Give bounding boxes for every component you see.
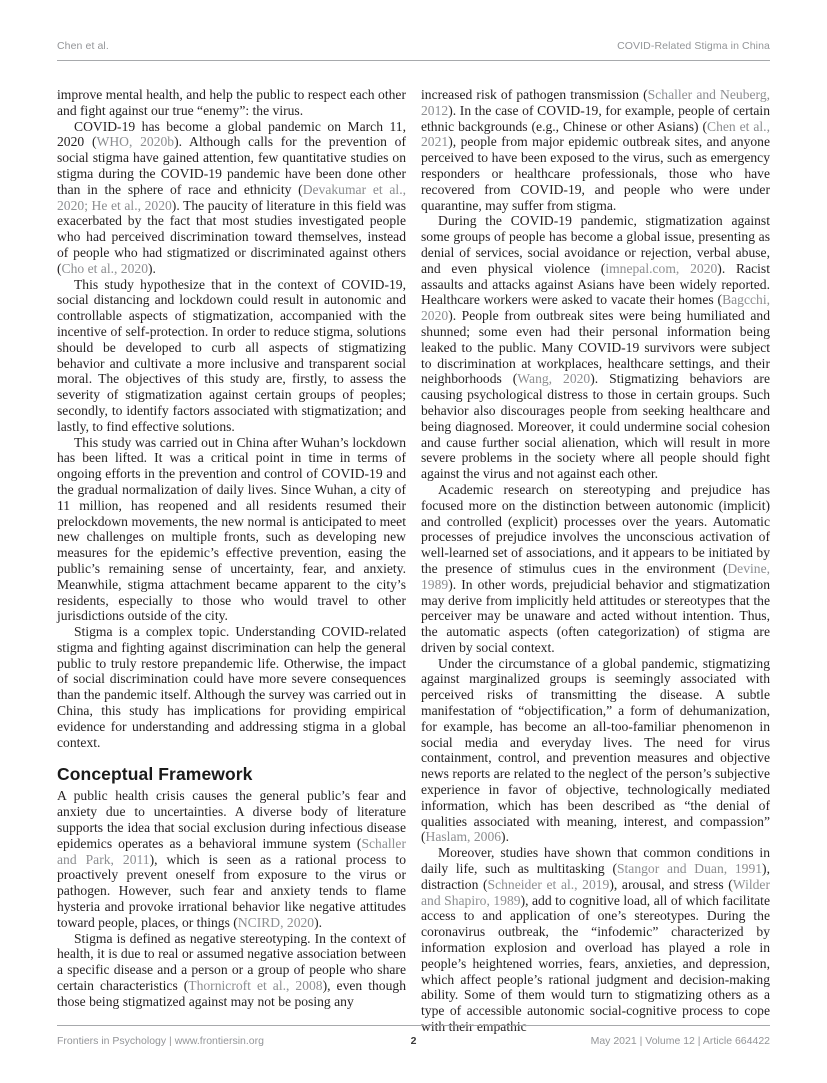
text-run: ). In the case of COVID-19, for example, people of certain ethnic backgrounds (e.g., Chinese or other Asians) (	[421, 102, 770, 134]
citation-link[interactable]: NCIRD, 2020	[237, 914, 315, 930]
citation-link[interactable]: Wang, 2020	[517, 371, 591, 387]
text-run: ). Although calls for the prevention of social stigma have gained attention, few quantitative studies on stigma during the COVID-19 pandemic have been done other than in the sphere of race and ethnicity (	[57, 134, 406, 197]
citation-link[interactable]: WHO, 2020b	[96, 134, 175, 150]
citation-link[interactable]: Schneider et al., 2019	[487, 876, 610, 892]
text-run: improve mental health, and help the public to respect each other and fight against our true “enemy”: the virus.	[57, 87, 406, 118]
text-run: ).	[148, 260, 156, 276]
running-head	[57, 0, 770, 52]
paragraph	[421, 656, 770, 846]
text-run: ), arousal, and stress (	[609, 876, 733, 892]
citation-link[interactable]: imnepal.com, 2020	[605, 260, 718, 276]
page-footer	[57, 1025, 770, 1047]
text-run: ), distraction (	[421, 861, 770, 892]
text-run: ).	[314, 914, 323, 930]
citation-link[interactable]: Devakumar et al., 2020; He et al., 2020	[57, 181, 407, 213]
citation-link[interactable]: Bagcchi, 2020	[421, 292, 770, 324]
paragraph	[421, 482, 770, 656]
header-rule	[57, 60, 770, 61]
text-run: Stigma is defined as negative stereotyping. In the context of health, it is due to real or assumed negative association between a specific disease and a person or a group of people who share certain characteristics (	[57, 930, 406, 994]
right-column	[421, 87, 770, 1035]
paragraph	[57, 788, 406, 930]
footer-journal-url[interactable]: Frontiers in Psychology | www.frontiersin.org	[57, 1035, 264, 1047]
text-run: This study was carried out in China after Wuhan’s lockdown has been lifted. It was a critical point in time in terms of ongoing efforts in the prevention and control of COVID-19 and the gradual normalization of daily lives. Since Wuhan, a city of 11 million, has reopened and all residents resumed their prelockdown movements, the new normal is anticipated to meet new challenges on multiple fronts, such as developing new measures for the epidemic’s effective prevention, easing the public’s remaining sense of uncertainty, fear, and anxiety. Meanwhile, stigma attachment became apparent to the city’s residents, especially to those who would travel to other jurisdictions outside of the city.	[57, 434, 406, 624]
text-run: ), add to cognitive load, all of which facilitate access to and application of one’s stereotypes. During the coronavirus outbreak, the “infodemic” characterized by information explosion and overload has played a role in people’s heightened worries, fears, anxieties, and depression, which affect people’s rational judgment and decision-making ability. Some of them would turn to stigmatizing others as a type of accessible autonomic social-cognitive process to cope with their empathic	[421, 892, 770, 1035]
citation-link[interactable]: Haslam, 2006	[425, 829, 502, 845]
text-run: ). In other words, prejudicial behavior and stigmatization may derive from implicitly held attitudes or stereotypes that the perceiver may be unaware and acted without intention. Thus, the automatic aspects (often categorization) of stigma are driven by social context.	[421, 576, 770, 655]
citation-link[interactable]: Cho et al., 2020	[61, 260, 148, 276]
paragraph	[421, 87, 770, 213]
text-run: ).	[501, 829, 509, 845]
text-run: ), which is seen as a rational process to proactively prevent oneself from exposure to the virus or pathogen. However, such fear and anxiety tends to flame hysteria and provoke irrational behavior like negative attitudes toward people, places, or things (	[57, 851, 406, 930]
text-run: Stigma is a complex topic. Understanding COVID-related stigma and fighting against discrimination can help the general public to truly restore prepandemic life. Otherwise, the impact of social discrimination could have more severe consequences than the pandemic itself. Although the survey was carried out in China, this study has implications for providing empirical evidence for understanding and addressing stigma in a global context.	[57, 624, 406, 750]
text-run: ). People from outbreak sites were being humiliated and shunned; some even had their personal information being leaked to the public. Many COVID-19 survivors were subject to discrimination at workplaces, healthcare settings, and their neighborhoods (	[421, 308, 770, 387]
text-run: During the COVID-19 pandemic, stigmatization against some groups of people has become a global issue, presenting as denial of services, social avoidance or rejection, verbal abuse, and even physical violence (	[421, 213, 770, 276]
section-heading: Conceptual Framework	[57, 764, 253, 785]
text-run: Academic research on stereotyping and prejudice has focused more on the distinction between autonomic (implicit) and controlled (explicit) processes over the years. Automatic processes of prejudice involves the unconscious activation of well-learned set of associations, and it appears to be initiated by the presence of stimulus cues in the environment (	[421, 481, 770, 576]
footer-page-number: 2	[410, 1035, 417, 1047]
left-column	[57, 87, 406, 1035]
citation-link[interactable]: Chen et al., 2021	[421, 118, 770, 150]
paragraph	[57, 931, 406, 1010]
running-head-author: Chen et al.	[57, 40, 109, 52]
paragraph	[57, 624, 406, 750]
paragraph	[57, 277, 406, 435]
text-run: COVID-19 has become a global pandemic on March 11, 2020 (	[57, 118, 406, 150]
text-run: ), even though those being stigmatized against may not be posing any	[57, 978, 406, 1009]
citation-link[interactable]: Wilder and Shapiro, 1989	[421, 876, 770, 908]
text-run: Moreover, studies have shown that common conditions in daily life, such as multitasking (	[421, 845, 770, 877]
text-run: Under the circumstance of a global pandemic, stigmatizing against marginalized groups is seemingly associated with perceived risks of transmitting the disease. A subtle manifestation of “objectification,” a form of dehumanization, for example, has become an all-too-familiar phenomenon in social media and everyday lives. The need for virus containment, control, and prevention measures and objective news reports are related to the neglect of the person’s subjective experience in favor of objective, technologically mediated information, which has been described as “the denial of qualities associated with meaning, interest, and compassion” (	[421, 655, 770, 845]
citation-link[interactable]: Stangor and Duan, 1991	[616, 861, 763, 877]
text-run: This study hypothesize that in the context of COVID-19, social distancing and lockdown could result in autonomic and controllable aspects of stigmatization, accompanied with the incentive of self-protection. In order to reduce stigma, solutions should be developed to curb all aspects of stigmatizing behavior and cultivate a more inclusive and transparent social moral. The objectives of this study are, firstly, to assess the severity of stigmatization against certain groups of peoples; secondly, to identify factors associated with stigmatization; and lastly, to find effective solutions.	[57, 276, 406, 434]
running-head-title: COVID-Related Stigma in China	[617, 40, 770, 52]
paragraph	[57, 87, 406, 119]
citation-link[interactable]: Devine, 1989	[421, 560, 770, 592]
text-run: ). Stigmatizing behaviors are causing psychological distress to those in certain groups. Such behavior also discourages people from seeking healthcare and being diagnosed. Moreover, it could undermine social cohesion and cause further social alienation, which will result in more severe problems in the society where all people should fight against the virus and not against each other.	[421, 371, 770, 482]
citation-link[interactable]: Thornicroft et al., 2008	[188, 978, 323, 994]
text-run: ). Racist assaults and attacks against Asians have been widely reported. Healthcare workers were asked to vacate their homes (	[421, 260, 770, 308]
paragraph	[57, 119, 406, 277]
citation-link[interactable]: Schaller and Park, 2011	[57, 835, 406, 867]
text-run: ). The paucity of literature in this field was exacerbated by the fact that most studies investigated people who had perceived discrimination toward themselves, instead of people who had stigmatized or discriminated against others (	[57, 197, 406, 276]
paragraph	[57, 435, 406, 625]
article-body	[57, 87, 770, 1035]
text-run: A public health crisis causes the general public’s fear and anxiety due to uncertainties. A diverse body of literature supports the idea that social exclusion during infectious disease epidemics operates as a behavioral immune system (	[57, 788, 406, 851]
text-run: increased risk of pathogen transmission (	[421, 87, 648, 102]
footer-issue-info: May 2021 | Volume 12 | Article 664422	[590, 1035, 770, 1047]
paragraph	[421, 213, 770, 482]
paragraph	[421, 845, 770, 1035]
citation-link[interactable]: Schaller and Neuberg, 2012	[421, 87, 771, 118]
text-run: ), people from major epidemic outbreak sites, and anyone perceived to have been exposed to the virus, such as emergency responders or healthcare professionals, those who have recovered from COVID-19, and people who were under quarantine, may suffer from stigma.	[421, 134, 770, 213]
